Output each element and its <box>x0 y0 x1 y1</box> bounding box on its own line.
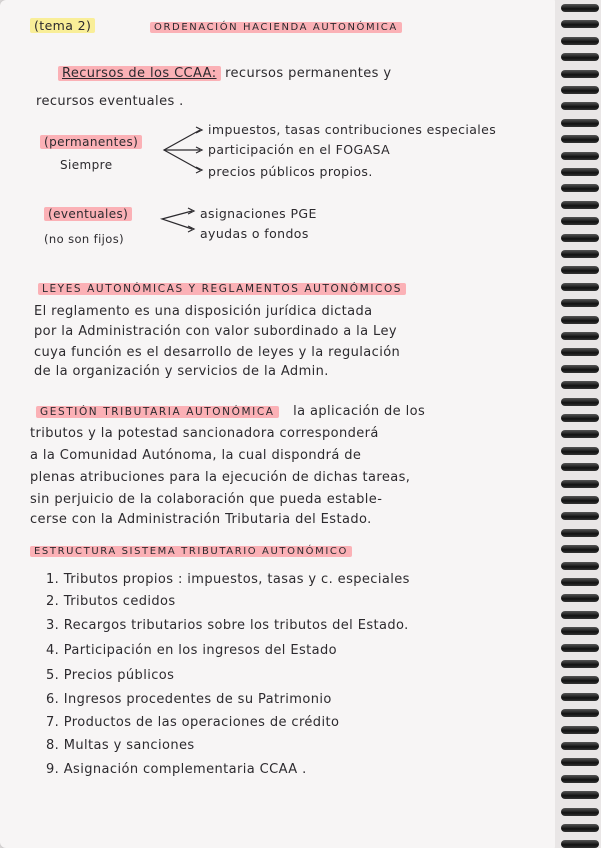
spiral-ring <box>561 512 599 520</box>
spiral-ring <box>561 758 599 766</box>
spiral-ring <box>561 726 599 734</box>
spiral-ring <box>561 676 599 684</box>
estructura-item-6 <box>46 692 332 707</box>
spiral-ring <box>561 381 599 389</box>
eventuales-label: (eventuales) <box>44 207 132 221</box>
spiral-ring <box>561 775 599 783</box>
estructura-item-2 <box>46 594 176 609</box>
spiral-ring <box>561 70 599 78</box>
spiral-ring <box>561 644 599 652</box>
gestion-first-line <box>36 404 425 419</box>
estructura-item-9 <box>46 762 307 777</box>
spiral-ring <box>561 562 599 570</box>
spiral-ring <box>561 86 599 94</box>
item-text: Tributos propios : impuestos, tasas y c. especiales <box>63 572 410 587</box>
estructura-item-7 <box>46 715 339 730</box>
estructura-item-8 <box>46 738 195 753</box>
item-number: 6. <box>46 692 60 707</box>
eventuales-item-2: ayudas o fondos <box>200 226 309 241</box>
gestion-line-2: a la Comunidad Autónoma, la cual dispondrá de <box>30 448 362 463</box>
item-text: Ingresos procedentes de su Patrimonio <box>63 692 332 707</box>
spiral-ring <box>561 627 599 635</box>
spiral-ring <box>561 578 599 586</box>
spiral-ring <box>561 4 599 12</box>
spiral-ring <box>561 660 599 668</box>
spiral-ring <box>561 824 599 832</box>
spiral-ring <box>561 316 599 324</box>
gestion-line-5: cerse con la Administración Tributaria del Estado. <box>30 512 372 527</box>
recursos-line-1 <box>58 66 391 81</box>
gestion-line-4: sin perjuicio de la colaboración que pueda estable- <box>30 492 383 507</box>
spiral-ring <box>561 594 599 602</box>
permanentes-sub: Siempre <box>60 158 113 172</box>
spiral-ring <box>561 611 599 619</box>
gestion-line-3: plenas atribuciones para la ejecución de dichas tareas, <box>30 470 411 485</box>
spiral-ring <box>561 152 599 160</box>
spiral-ring <box>561 234 599 242</box>
spiral-ring <box>561 693 599 701</box>
spiral-ring <box>561 808 599 816</box>
estructura-item-4 <box>46 643 337 658</box>
spiral-ring <box>561 480 599 488</box>
item-text: Multas y sanciones <box>63 738 195 753</box>
spiral-ring <box>561 332 599 340</box>
spiral-ring <box>561 37 599 45</box>
leyes-heading: LEYES AUTONÓMICAS Y REGLAMENTOS AUTONÓMICOS <box>38 283 406 295</box>
permanentes-item-3: precios públicos propios. <box>208 164 373 179</box>
leyes-line-2: por la Administración con valor subordinado a la Ley <box>34 324 397 339</box>
permanentes-label: (permanentes) <box>40 135 142 149</box>
spiral-ring <box>561 135 599 143</box>
item-text: Recargos tributarios sobre los tributos del Estado. <box>63 618 409 633</box>
item-text: Asignación complementaria CCAA . <box>63 762 307 777</box>
item-number: 5. <box>46 668 60 683</box>
item-number: 4. <box>46 643 60 658</box>
eventuales-item-1: asignaciones PGE <box>200 206 317 221</box>
spiral-ring <box>561 709 599 717</box>
spiral-ring <box>561 250 599 258</box>
permanentes-brace-arrows <box>160 124 206 178</box>
spiral-binding <box>555 0 601 848</box>
spiral-ring <box>561 53 599 61</box>
spiral-ring <box>561 430 599 438</box>
item-text: Tributos cedidos <box>63 594 176 609</box>
item-number: 1. <box>46 572 60 587</box>
recursos-line-2: recursos eventuales . <box>36 94 184 109</box>
permanentes-item-1: impuestos, tasas contribuciones especiales <box>208 122 497 137</box>
item-number: 9. <box>46 762 60 777</box>
spiral-ring <box>561 217 599 225</box>
estructura-item-3 <box>46 618 409 633</box>
leyes-line-3: cuya función es el desarrollo de leyes y la regulación <box>34 345 401 360</box>
spiral-ring <box>561 266 599 274</box>
estructura-item-5 <box>46 668 174 683</box>
spiral-ring <box>561 496 599 504</box>
spiral-ring <box>561 414 599 422</box>
spiral-ring <box>561 20 599 28</box>
item-number: 8. <box>46 738 60 753</box>
gestion-line-1: tributos y la potestad sancionadora corresponderá <box>30 426 379 441</box>
spiral-ring <box>561 529 599 537</box>
item-number: 3. <box>46 618 60 633</box>
spiral-ring <box>561 168 599 176</box>
spiral-ring <box>561 283 599 291</box>
gestion-first-rest: la aplicación de los <box>293 404 426 419</box>
page-title: ORDENACIÓN HACIENDA AUTONÓMICA <box>150 22 402 33</box>
recursos-title: Recursos de los CCAA: <box>58 66 221 81</box>
item-number: 7. <box>46 715 60 730</box>
leyes-line-4: de la organización y servicios de la Admin. <box>34 364 329 379</box>
recursos-line-1-rest: recursos permanentes y <box>225 66 392 81</box>
leyes-line-1: El reglamento es una disposición jurídica dictada <box>34 304 373 319</box>
spiral-ring <box>561 119 599 127</box>
spiral-ring <box>561 742 599 750</box>
item-text: Participación en los ingresos del Estado <box>63 643 337 658</box>
estructura-heading: ESTRUCTURA SISTEMA TRIBUTARIO AUTONÓMICO <box>30 546 352 557</box>
gestion-heading: GESTIÓN TRIBUTARIA AUTONÓMICA <box>36 406 279 418</box>
spiral-ring <box>561 102 599 110</box>
estructura-item-1 <box>46 572 410 587</box>
topic-tag: (tema 2) <box>30 18 95 33</box>
spiral-ring <box>561 791 599 799</box>
item-text: Precios públicos <box>63 668 175 683</box>
spiral-ring <box>561 545 599 553</box>
spiral-ring <box>561 398 599 406</box>
spiral-ring <box>561 348 599 356</box>
spiral-ring <box>561 365 599 373</box>
eventuales-arrows <box>158 205 198 237</box>
spiral-ring <box>561 184 599 192</box>
spiral-ring <box>561 299 599 307</box>
spiral-ring <box>561 840 599 848</box>
spiral-ring <box>561 463 599 471</box>
eventuales-sub: (no son fijos) <box>44 232 124 246</box>
spiral-ring <box>561 447 599 455</box>
permanentes-item-2: participación en el FOGASA <box>208 142 391 157</box>
item-number: 2. <box>46 594 60 609</box>
spiral-ring <box>561 201 599 209</box>
item-text: Productos de las operaciones de crédito <box>63 715 340 730</box>
